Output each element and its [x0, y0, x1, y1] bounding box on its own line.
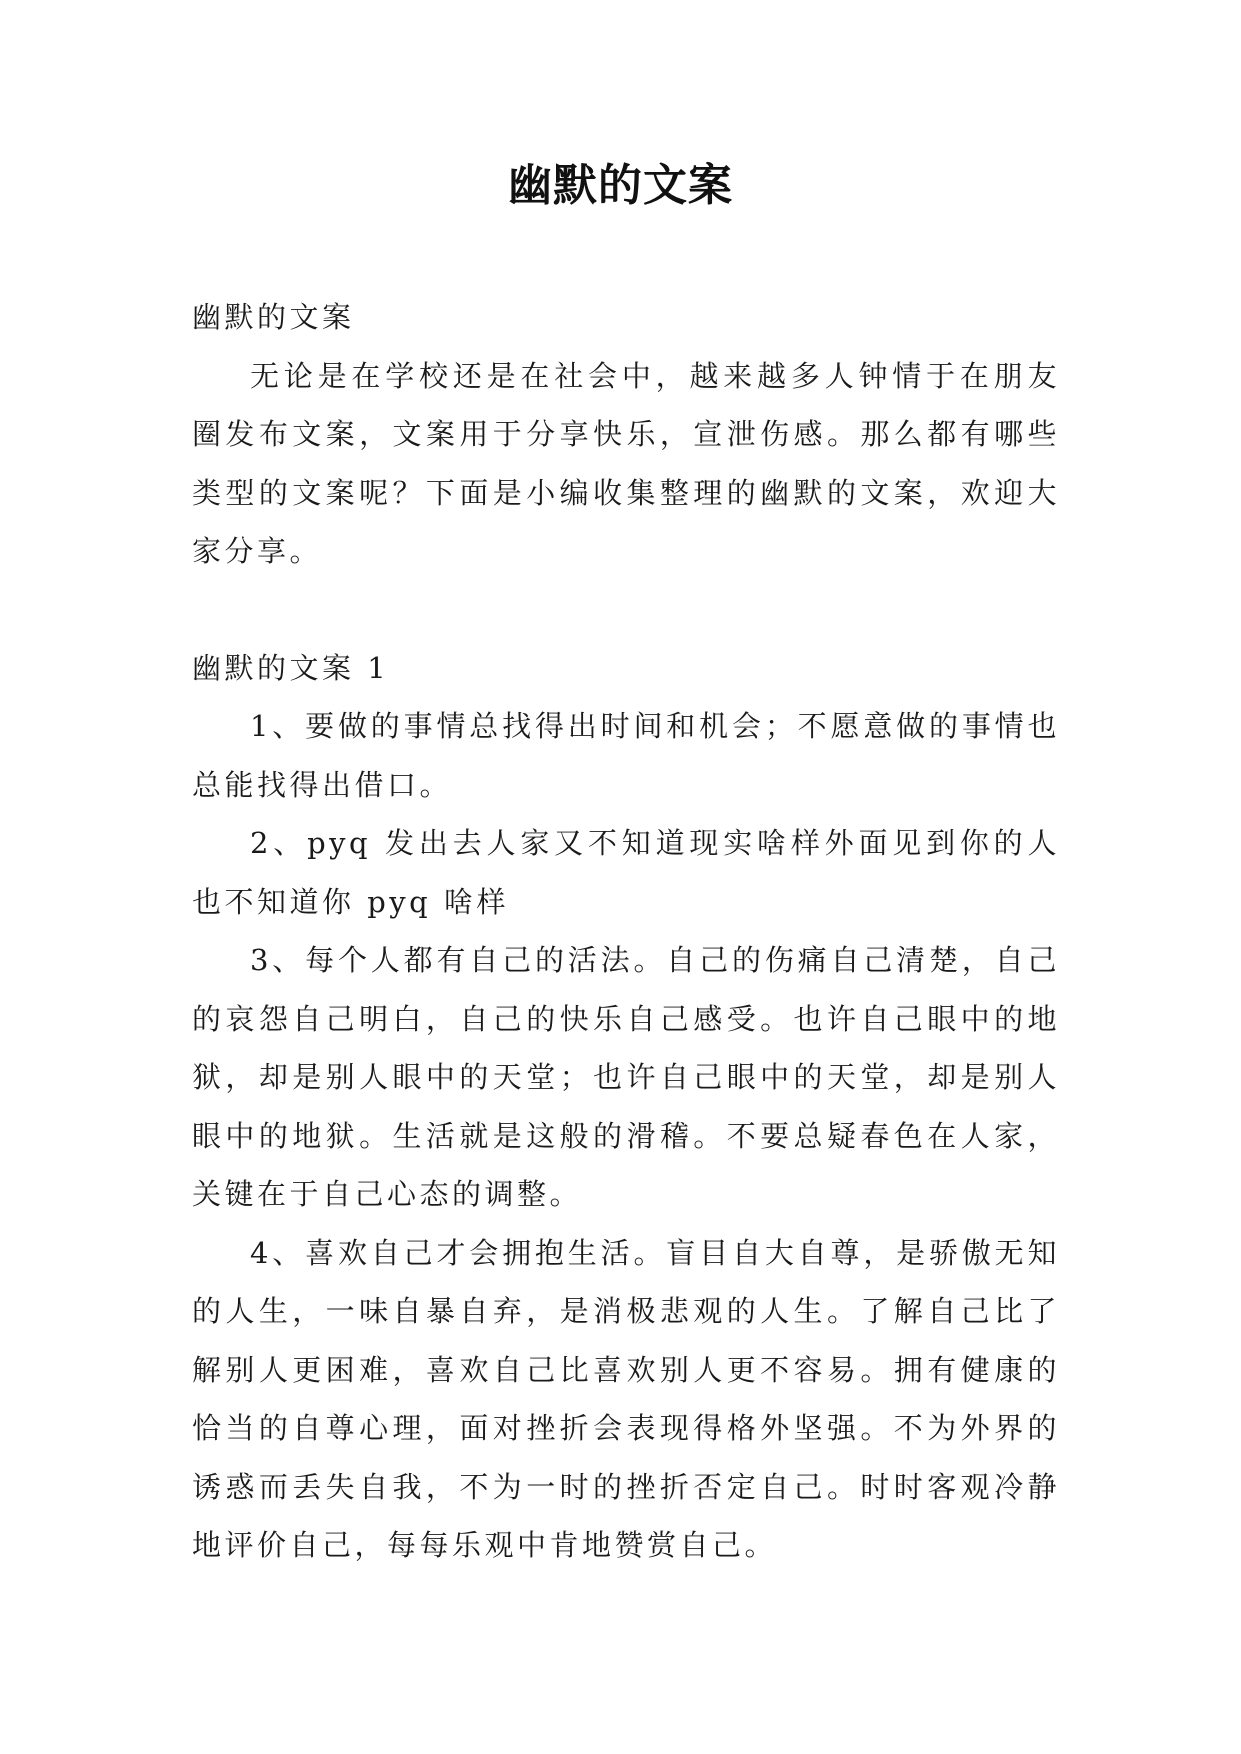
document-title: 幽默的文案 — [508, 160, 733, 211]
intro-paragraph: 无论是在学校还是在社会中，越来越多人钟情于在朋友圈发布文案，文案用于分享快乐，宣泄伤感。那么都有哪些类型的文案呢？下面是小编收集整理的幽默的文案，欢迎大家分享。 — [192, 358, 1060, 568]
section-spacer — [192, 581, 1060, 639]
list-item: 4、喜欢自己才会拥抱生活。盲目自大自尊，是骄傲无知的人生，一味自暴自弃，是消极悲观的人生。了解自己比了解别人更困难，喜欢自己比喜欢别人更不容易。拥有健康的恰当的自尊心理，面对挫折会表现得格外坚强。不为外界的诱惑而丢失自我，不为一时的挫折否定自己。时时客观冷静地评价自己，每每乐观中肯地赞赏自己。 — [192, 1235, 1060, 1562]
list-item: 3、每个人都有自己的活法。自己的伤痛自己清楚，自己的哀怨自己明白，自己的快乐自己感受。也许自己眼中的地狱，却是别人眼中的天堂；也许自己眼中的天堂，却是别人眼中的地狱。生活就是这般的滑稽。不要总疑春色在人家，关键在于自己心态的调整。 — [192, 943, 1060, 1211]
document-body — [192, 288, 1060, 1575]
list-item: 1、要做的事情总找得出时间和机会；不愿意做的事情也总能找得出借口。 — [192, 709, 1060, 802]
intro-heading: 幽默的文案 — [192, 300, 355, 334]
list-item: 2、pyq 发出去人家又不知道现实啥样外面见到你的人也不知道你 pyq 啥样 — [192, 826, 1060, 919]
section-heading: 幽默的文案 1 — [192, 650, 390, 685]
